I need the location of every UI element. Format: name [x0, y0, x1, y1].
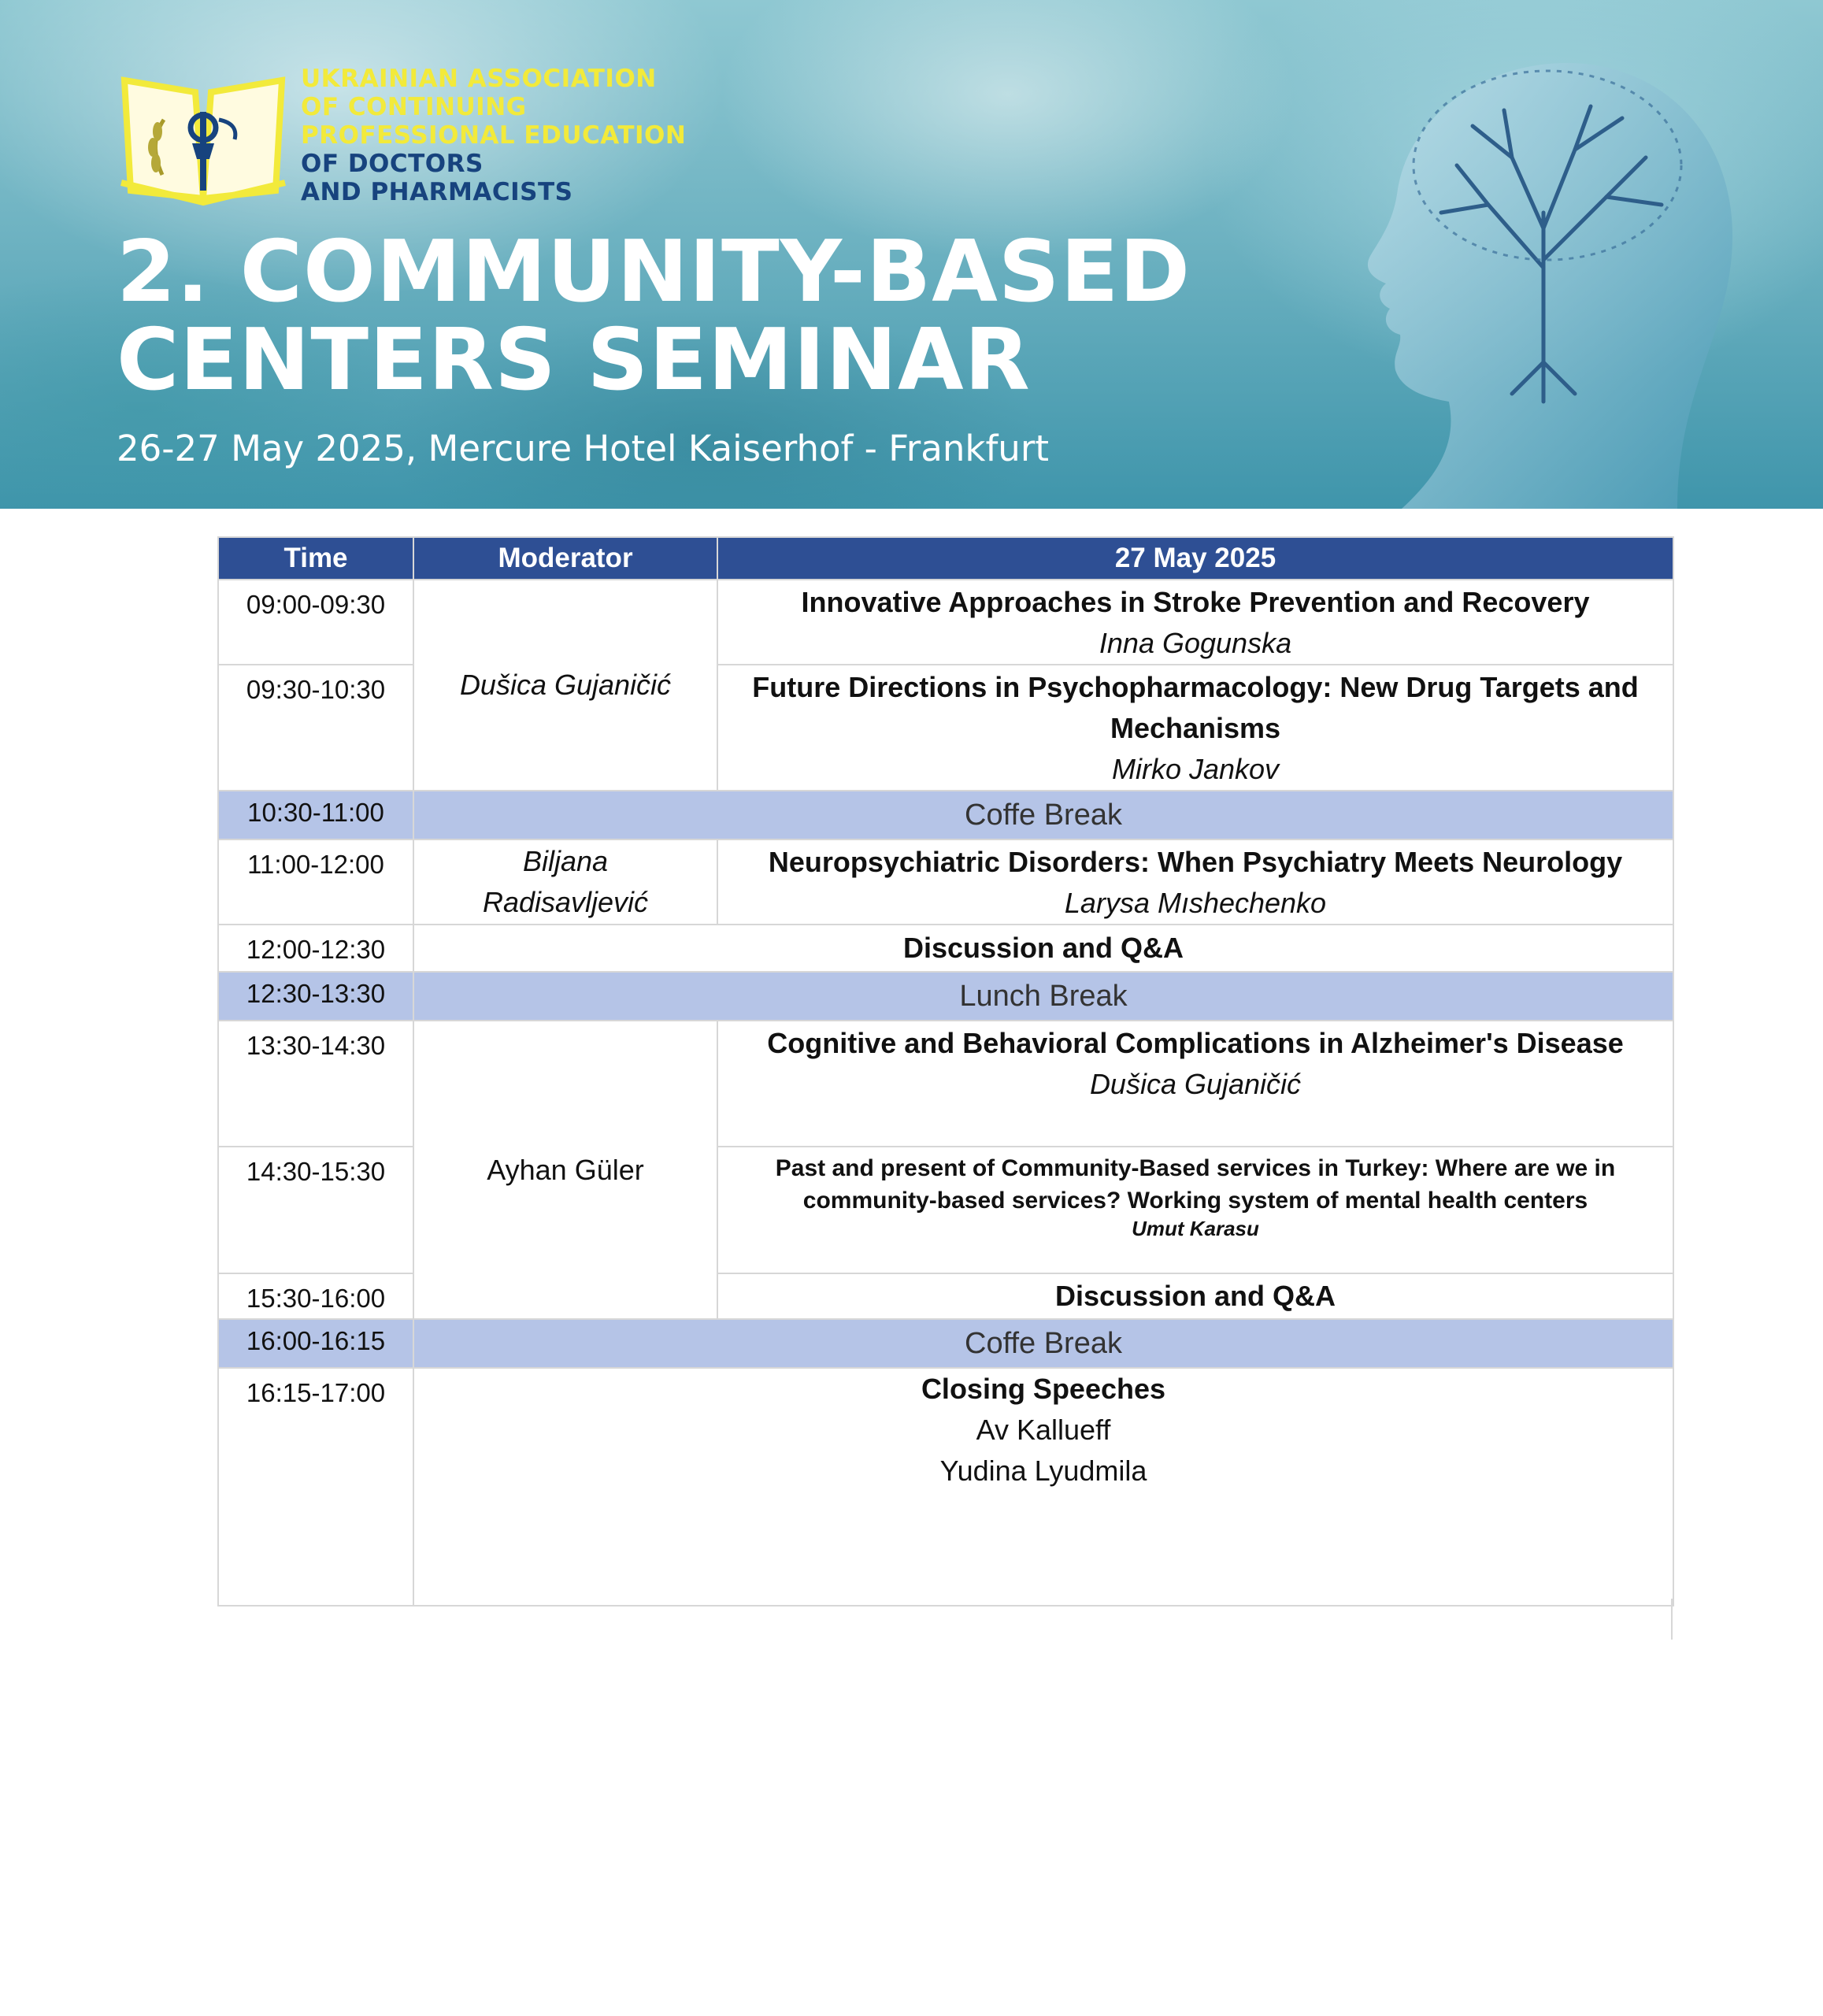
event-subtitle: 26-27 May 2025, Mercure Hotel Kaiserhof - Frankfurt — [117, 428, 1049, 469]
discussion-label: Discussion and Q&A — [717, 1273, 1673, 1319]
break-label: Coffe Break — [413, 791, 1673, 839]
title-line-2: CENTERS SEMINAR — [117, 311, 1031, 410]
session-speaker: Dušica Gujaničić — [1089, 1068, 1302, 1100]
break-label: Coffe Break — [413, 1319, 1673, 1368]
closing-speaker: Av Kallueff — [976, 1414, 1111, 1446]
column-header-time: Time — [218, 537, 413, 580]
moderator-cell: Ayhan Güler — [413, 1021, 717, 1319]
moderator-cell: Dušica Gujaničić — [413, 580, 717, 791]
title-line-1: 2. COMMUNITY-BASED — [117, 223, 1191, 321]
session-speaker: Inna Gogunska — [1099, 627, 1292, 659]
time-cell: 09:00-09:30 — [218, 580, 413, 665]
org-line-2: OF CONTINUING — [301, 93, 527, 121]
org-line-3: PROFESSIONAL EDUCATION — [301, 121, 687, 150]
page-title — [117, 223, 1191, 410]
session-speaker: Umut Karasu — [1132, 1217, 1259, 1240]
time-cell: 10:30-11:00 — [218, 791, 413, 839]
table-row — [218, 580, 1673, 665]
break-row — [218, 1319, 1673, 1368]
time-cell: 09:30-10:30 — [218, 665, 413, 791]
session-title: Innovative Approaches in Stroke Prevention and Recovery — [801, 586, 1590, 618]
time-cell: 16:15-17:00 — [218, 1368, 413, 1606]
session-title: Neuropsychiatric Disorders: When Psychiatry Meets Neurology — [768, 846, 1623, 878]
closing-speaker: Yudina Lyudmila — [939, 1455, 1147, 1487]
org-line-1: UKRAINIAN ASSOCIATION — [301, 65, 657, 93]
header-banner — [0, 0, 1823, 509]
table-row — [218, 839, 1673, 925]
break-label: Lunch Break — [413, 972, 1673, 1021]
session-title: Past and present of Community-Based services in Turkey: Where are we in community-based services? Working system of mental health centers — [775, 1155, 1616, 1214]
association-logo-icon — [117, 65, 290, 206]
moderator-line-2: Radisavljević — [482, 886, 649, 918]
session-speaker: Larysa Mıshechenko — [1064, 887, 1327, 919]
session-cell — [717, 665, 1673, 791]
time-cell: 12:00-12:30 — [218, 925, 413, 972]
table-row — [218, 925, 1673, 972]
closing-title: Closing Speeches — [921, 1373, 1166, 1405]
session-cell — [717, 1147, 1673, 1273]
org-line-4: OF DOCTORS — [301, 150, 484, 178]
discussion-label: Discussion and Q&A — [413, 925, 1673, 972]
moderator-cell — [413, 839, 717, 925]
schedule-table — [217, 536, 1674, 1606]
time-cell: 16:00-16:15 — [218, 1319, 413, 1368]
column-header-date: 27 May 2025 — [717, 537, 1673, 580]
head-tree-illustration-icon — [1307, 32, 1748, 509]
association-name — [301, 65, 686, 206]
org-line-5: AND PHARMACISTS — [301, 178, 573, 206]
time-cell: 11:00-12:00 — [218, 839, 413, 925]
break-row — [218, 972, 1673, 1021]
table-border-tail — [1671, 1599, 1673, 1640]
break-row — [218, 791, 1673, 839]
time-cell: 13:30-14:30 — [218, 1021, 413, 1147]
session-cell — [717, 580, 1673, 665]
time-cell: 12:30-13:30 — [218, 972, 413, 1021]
session-cell — [717, 1021, 1673, 1147]
table-row — [218, 1021, 1673, 1147]
session-title: Future Directions in Psychopharmacology: New Drug Targets and Mechanisms — [752, 671, 1639, 744]
column-header-moderator: Moderator — [413, 537, 717, 580]
time-cell: 14:30-15:30 — [218, 1147, 413, 1273]
session-speaker: Mirko Jankov — [1111, 753, 1280, 785]
time-cell: 15:30-16:00 — [218, 1273, 413, 1319]
closing-cell — [413, 1368, 1673, 1606]
table-row — [218, 1368, 1673, 1606]
moderator-line-1: Biljana — [522, 845, 609, 877]
session-cell — [717, 839, 1673, 925]
session-title: Cognitive and Behavioral Complications in Alzheimer's Disease — [767, 1027, 1624, 1059]
